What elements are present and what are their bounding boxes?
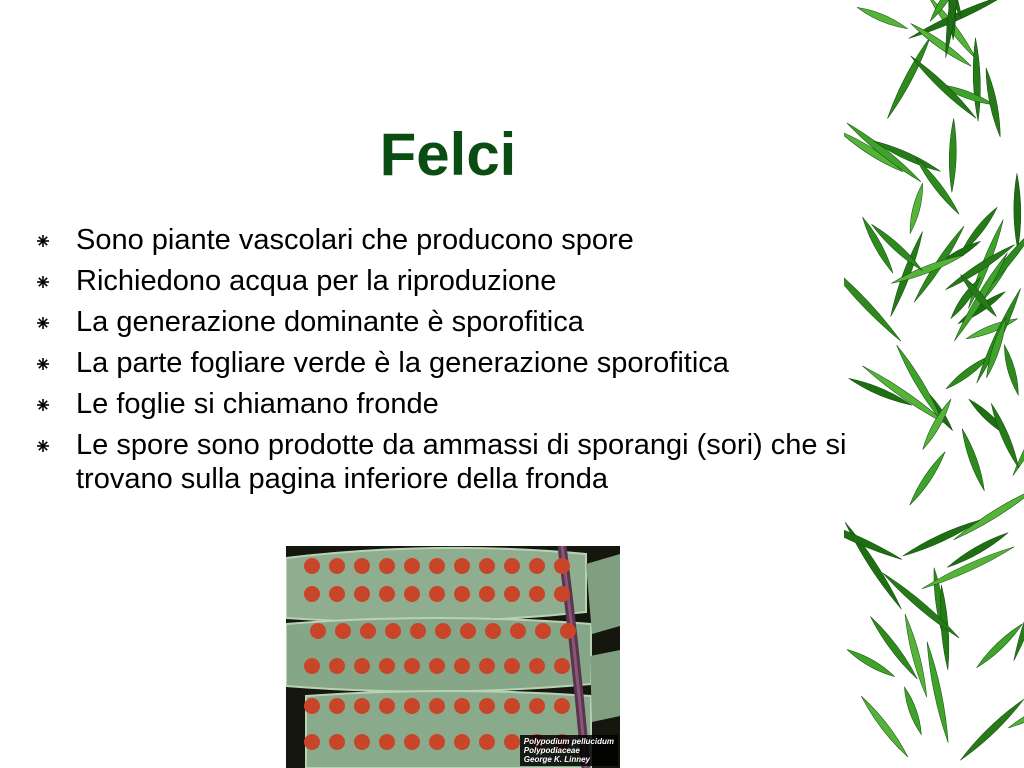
sorus-dot	[329, 698, 345, 714]
sorus-dot	[454, 658, 470, 674]
sorus-dot	[404, 558, 420, 574]
bamboo-leaf	[944, 353, 992, 391]
sorus-dot	[379, 734, 395, 750]
bamboo-leaf	[972, 38, 982, 122]
sorus-dot	[479, 558, 495, 574]
sorus-dot	[454, 734, 470, 750]
sorus-dot	[485, 623, 501, 639]
sorus-dot	[354, 734, 370, 750]
asterisk-bullet-icon	[36, 439, 50, 453]
bamboo-leaf	[952, 485, 1024, 542]
sorus-dot	[504, 558, 520, 574]
caption-author: George K. Linney	[523, 755, 590, 764]
fern-frond-photo	[286, 546, 620, 768]
sorus-dot	[354, 558, 370, 574]
sorus-dot	[504, 658, 520, 674]
bamboo-leaf	[974, 621, 1024, 670]
sorus-dot	[385, 623, 401, 639]
sorus-dot	[429, 658, 445, 674]
sorus-dot	[304, 586, 320, 602]
sorus-dot	[304, 734, 320, 750]
sorus-dot	[304, 698, 320, 714]
sorus-dot	[335, 623, 351, 639]
bullet-text: Sono piante vascolari che producono spore	[76, 224, 634, 256]
bamboo-leaves-decoration	[844, 0, 1024, 768]
bamboo-leaf	[845, 646, 896, 679]
sorus-dot	[429, 586, 445, 602]
asterisk-bullet-icon	[36, 275, 50, 289]
sorus-dot	[535, 623, 551, 639]
sorus-dot	[429, 558, 445, 574]
bullet-item	[36, 387, 856, 421]
bullet-text: Richiedono acqua per la riproduzione	[76, 265, 557, 297]
sorus-dot	[404, 658, 420, 674]
sorus-dot	[504, 586, 520, 602]
sorus-dot	[435, 623, 451, 639]
bamboo-leaf	[901, 686, 925, 736]
sorus-dot	[404, 734, 420, 750]
asterisk-bullet-icon	[36, 398, 50, 412]
sorus-dot	[354, 658, 370, 674]
sorus-dot	[460, 623, 476, 639]
asterisk-bullet-icon	[36, 316, 50, 330]
bullet-text: Le spore sono prodotte da ammassi di sporangi (sori) che si trovano sulla pagina inferiore della fronda	[76, 429, 847, 495]
sorus-dot	[360, 623, 376, 639]
caption-species: Polypodium pellucidum	[523, 737, 614, 746]
sorus-dot	[529, 658, 545, 674]
bullet-list	[36, 223, 856, 503]
bamboo-leaf	[880, 570, 961, 641]
bamboo-leaf	[988, 402, 1022, 469]
bamboo-leaf	[948, 118, 957, 192]
sorus-dot	[429, 734, 445, 750]
bamboo-leaf	[858, 694, 910, 759]
sorus-dot	[529, 558, 545, 574]
sorus-dot	[379, 558, 395, 574]
bullet-item	[36, 223, 856, 257]
sorus-dot	[454, 586, 470, 602]
bamboo-leaf	[965, 315, 1019, 342]
bamboo-leaf	[907, 182, 926, 234]
sorus-dot	[329, 586, 345, 602]
sorus-dot	[304, 658, 320, 674]
bamboo-leaf	[884, 35, 933, 120]
sorus-dot	[310, 623, 326, 639]
slide-title: Felci	[379, 121, 517, 188]
sorus-dot	[379, 658, 395, 674]
bullet-item	[36, 428, 856, 496]
photo-caption	[520, 735, 618, 766]
sorus-dot	[560, 623, 576, 639]
sorus-dot	[354, 586, 370, 602]
sorus-dot	[379, 698, 395, 714]
sorus-dot	[554, 658, 570, 674]
bullet-text: Le foglie si chiamano fronde	[76, 388, 439, 420]
bamboo-leaf	[894, 343, 946, 424]
sorus-dot	[329, 734, 345, 750]
bamboo-leaf	[902, 613, 931, 698]
sorus-dot	[354, 698, 370, 714]
asterisk-bullet-icon	[36, 357, 50, 371]
bullet-text: La generazione dominante è sporofitica	[76, 306, 584, 338]
sorus-dot	[410, 623, 426, 639]
bamboo-leaf	[856, 4, 909, 32]
sorus-dot	[404, 698, 420, 714]
bamboo-leaf	[958, 697, 1024, 763]
sorus-dot	[479, 698, 495, 714]
sorus-dot	[454, 698, 470, 714]
asterisk-bullet-icon	[36, 234, 50, 248]
sorus-dot	[454, 558, 470, 574]
caption-family: Polypodiaceae	[523, 746, 580, 755]
bamboo-leaf	[907, 450, 948, 507]
sorus-dot	[379, 586, 395, 602]
sorus-dot	[504, 734, 520, 750]
sorus-dot	[529, 698, 545, 714]
bamboo-leaf	[844, 515, 903, 563]
bullet-text: La parte fogliare verde è la generazione sporofitica	[76, 347, 729, 379]
sorus-dot	[404, 586, 420, 602]
bullet-item	[36, 264, 856, 298]
bullet-item	[36, 346, 856, 380]
sorus-dot	[554, 586, 570, 602]
sorus-dot	[554, 558, 570, 574]
sorus-dot	[429, 698, 445, 714]
sorus-dot	[554, 698, 570, 714]
sorus-dot	[304, 558, 320, 574]
sorus-dot	[329, 558, 345, 574]
bullet-item	[36, 305, 856, 339]
sorus-dot	[479, 658, 495, 674]
sorus-dot	[529, 586, 545, 602]
bamboo-leaf	[1013, 173, 1021, 249]
sorus-dot	[510, 623, 526, 639]
sorus-dot	[479, 586, 495, 602]
sorus-dot	[479, 734, 495, 750]
bamboo-leaf	[1001, 344, 1022, 396]
sorus-dot	[329, 658, 345, 674]
bamboo-leaf	[1010, 570, 1024, 662]
bamboo-leaf	[920, 544, 1015, 592]
sorus-dot	[504, 698, 520, 714]
bamboo-leaf	[959, 427, 988, 492]
